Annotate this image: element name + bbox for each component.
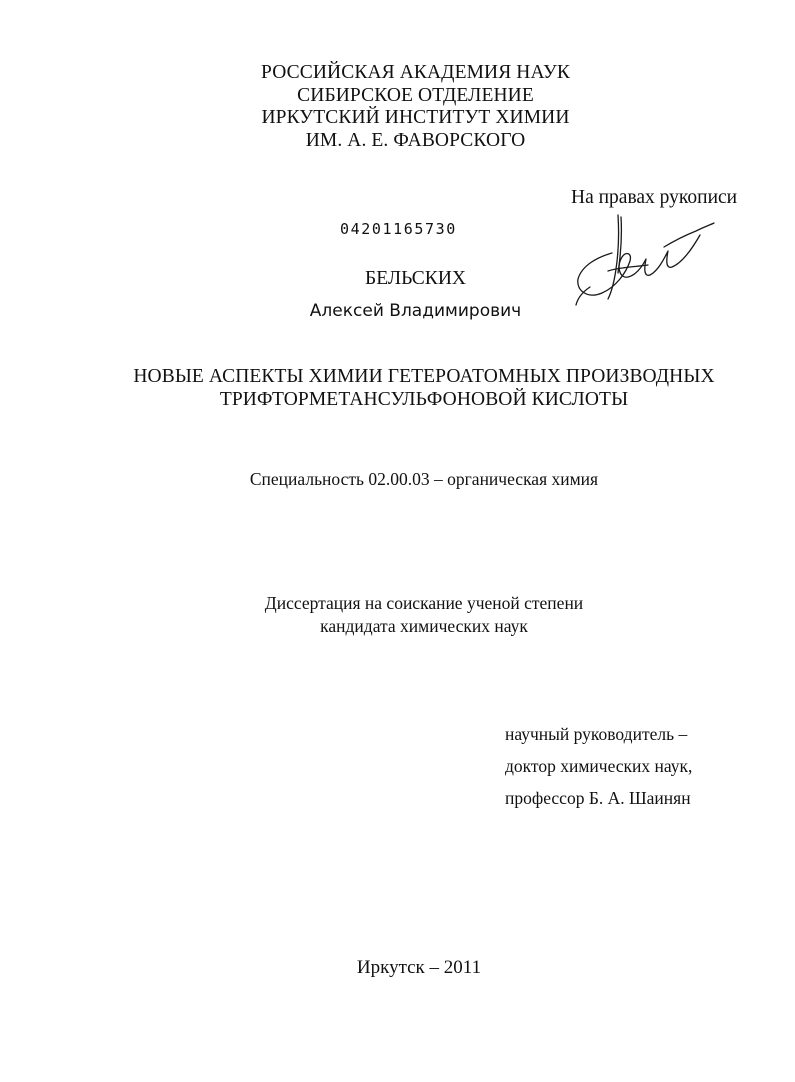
supervisor-line: научный руководитель – <box>505 724 688 744</box>
degree-statement <box>0 592 795 638</box>
author-given-names: Алексей Владимирович <box>309 301 522 321</box>
thesis-title <box>0 365 795 411</box>
supervisor-line: доктор химических наук, <box>505 756 693 776</box>
supervisor-line: профессор Б. А. Шаинян <box>505 788 691 808</box>
supervisor-block <box>505 718 692 814</box>
degree-line: Диссертация на соискание ученой степени <box>264 593 584 613</box>
manuscript-rights-note: На правах рукописи <box>571 187 738 208</box>
thesis-title-line: ТРИФТОРМЕТАНСУЛЬФОНОВОЙ КИСЛОТЫ <box>219 389 629 410</box>
institution-line: СИБИРСКОЕ ОТДЕЛЕНИЕ <box>297 84 534 106</box>
author-surname: БЕЛЬСКИХ <box>365 268 466 289</box>
institution-line: РОССИЙСКАЯ АКАДЕМИЯ НАУК <box>261 62 570 83</box>
degree-line: кандидата химических наук <box>320 616 528 636</box>
place-and-year: Иркутск – 2011 <box>356 957 482 978</box>
institution-header <box>18 62 795 152</box>
registration-number: 04201165730 <box>340 220 457 238</box>
thesis-title-line: НОВЫЕ АСПЕКТЫ ХИМИИ ГЕТЕРОАТОМНЫХ ПРОИЗВОДНЫХ <box>133 366 715 387</box>
institution-line: ИМ. А. Е. ФАВОРСКОГО <box>305 129 526 151</box>
institution-line: ИРКУТСКИЙ ИНСТИТУТ ХИМИИ <box>261 107 570 128</box>
signature-image <box>568 213 718 313</box>
speciality: Специальность 02.00.03 – органическая химия <box>249 469 599 489</box>
